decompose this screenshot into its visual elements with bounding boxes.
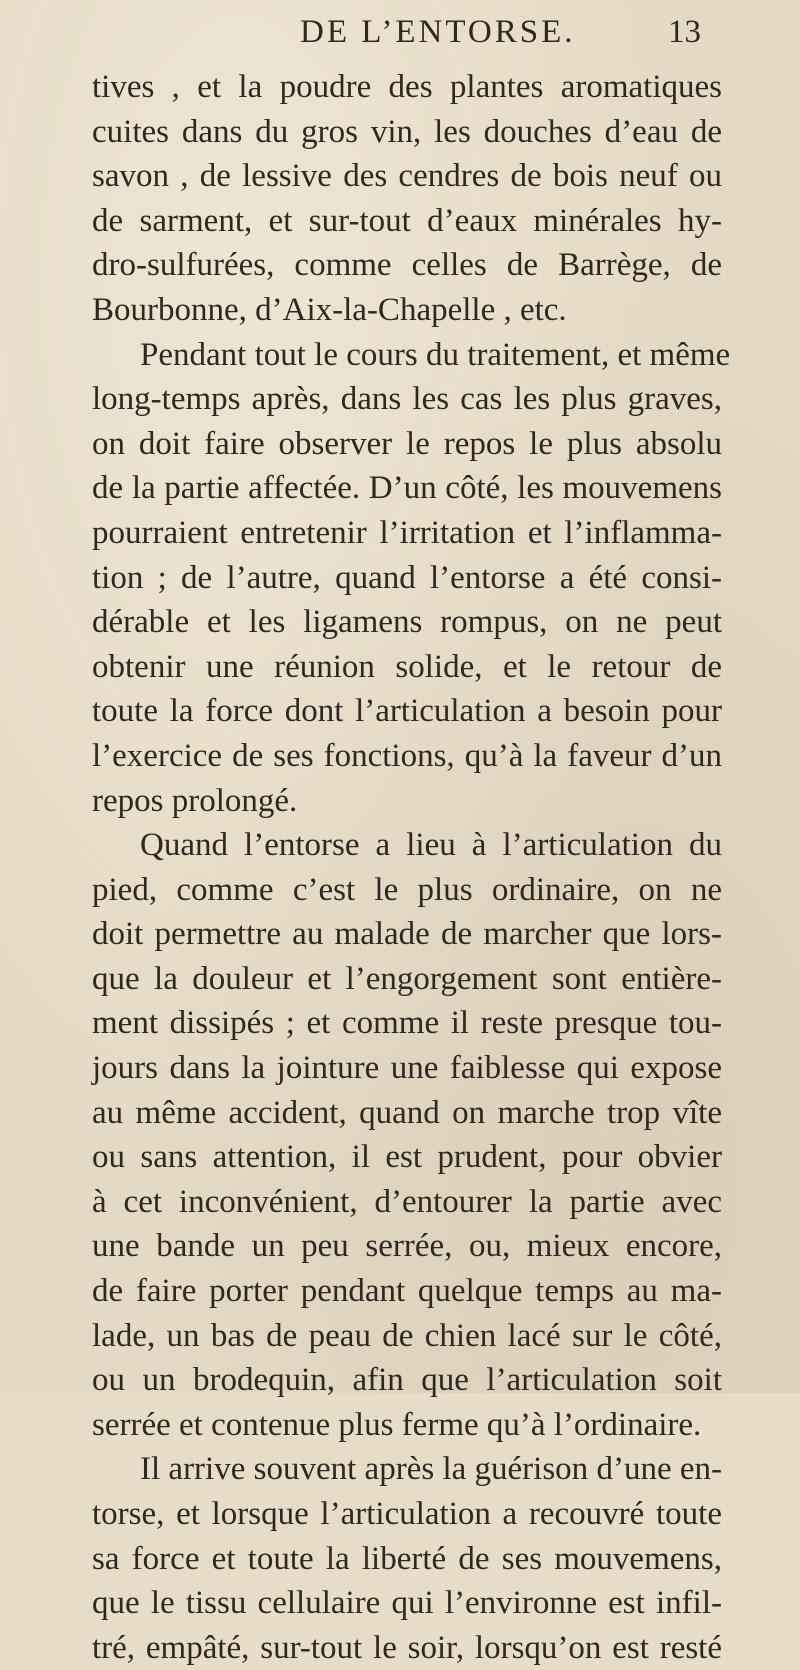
page-number: 13	[668, 14, 701, 50]
text-line: ment dissipés ; et comme il reste presque tou-	[92, 1005, 722, 1042]
text-line: tion ; de l’autre, quand l’entorse a été consi-	[92, 559, 722, 596]
body-text	[92, 65, 731, 1670]
text-line: on doit faire observer le repos le plus absolu	[92, 425, 722, 462]
text-line: long-temps après, dans les cas les plus graves,	[92, 381, 722, 418]
text-line: pied, comme c’est le plus ordinaire, on ne	[92, 871, 722, 908]
text-line: pourraient entretenir l’irritation et l’inflamma-	[92, 514, 722, 551]
text-line: lade, un bas de peau de chien lacé sur le côté,	[92, 1317, 722, 1354]
text-line: que le tissu cellulaire qui l’environne est infil-	[92, 1585, 722, 1622]
text-line: ou sans attention, il est prudent, pour obvier	[92, 1139, 722, 1176]
text-line: au même accident, quand on marche trop vîte	[92, 1094, 722, 1131]
text-line: tives , et la poudre des plantes aromatiques	[92, 69, 722, 105]
paragraph-start-line: Pendant tout le cours du traitement, et même	[140, 336, 731, 373]
text-line: jours dans la jointure une faiblesse qui expose	[92, 1050, 722, 1087]
text-line: tré, empâté, sur-tout le soir, lorsqu’on est resté	[92, 1629, 722, 1666]
running-title: DE L’ENTORSE.	[300, 14, 576, 50]
text-line: de faire porter pendant quelque temps au ma-	[92, 1273, 722, 1310]
text-line: serrée et contenue plus ferme qu’à l’ordinaire.	[92, 1406, 702, 1443]
text-line: savon , de lessive des cendres de bois neuf ou	[92, 158, 722, 195]
paragraph-start-line: Quand l’entorse a lieu à l’articulation du	[140, 827, 722, 864]
text-line: dro-sulfurées, comme celles de Barrège, de	[92, 247, 722, 284]
text-line: repos prolongé.	[92, 782, 298, 819]
text-line: Bourbonne, d’Aix-la-Chapelle , etc.	[92, 291, 567, 328]
page-header	[0, 6, 800, 62]
text-line: que la douleur et l’engorgement sont entière-	[92, 960, 722, 997]
text-line: de la partie affectée. D’un côté, les mouvemens	[92, 470, 722, 507]
text-line: dérable et les ligamens rompus, on ne peut	[92, 604, 722, 641]
text-line: torse, et lorsque l’articulation a recouvré toute	[92, 1496, 722, 1532]
text-line: à cet inconvénient, d’entourer la partie avec	[92, 1183, 722, 1220]
text-line: sa force et toute la liberté de ses mouvemens,	[92, 1540, 722, 1577]
text-line: de sarment, et sur-tout d’eaux minérales hy-	[92, 202, 722, 239]
text-line: l’exercice de ses fonctions, qu’à la faveur d’un	[92, 737, 722, 774]
text-line: doit permettre au malade de marcher que lors-	[92, 916, 722, 953]
text-line: ou un brodequin, afin que l’articulation soit	[92, 1362, 722, 1399]
text-line: obtenir une réunion solide, et le retour de	[92, 648, 722, 685]
text-line: toute la force dont l’articulation a besoin pour	[92, 693, 722, 730]
text-line: cuites dans du gros vin, les douches d’eau de	[92, 113, 722, 150]
paragraph-start-line: Il arrive souvent après la guérison d’une en-	[140, 1451, 722, 1488]
text-line: une bande un peu serrée, ou, mieux encore,	[92, 1228, 722, 1265]
